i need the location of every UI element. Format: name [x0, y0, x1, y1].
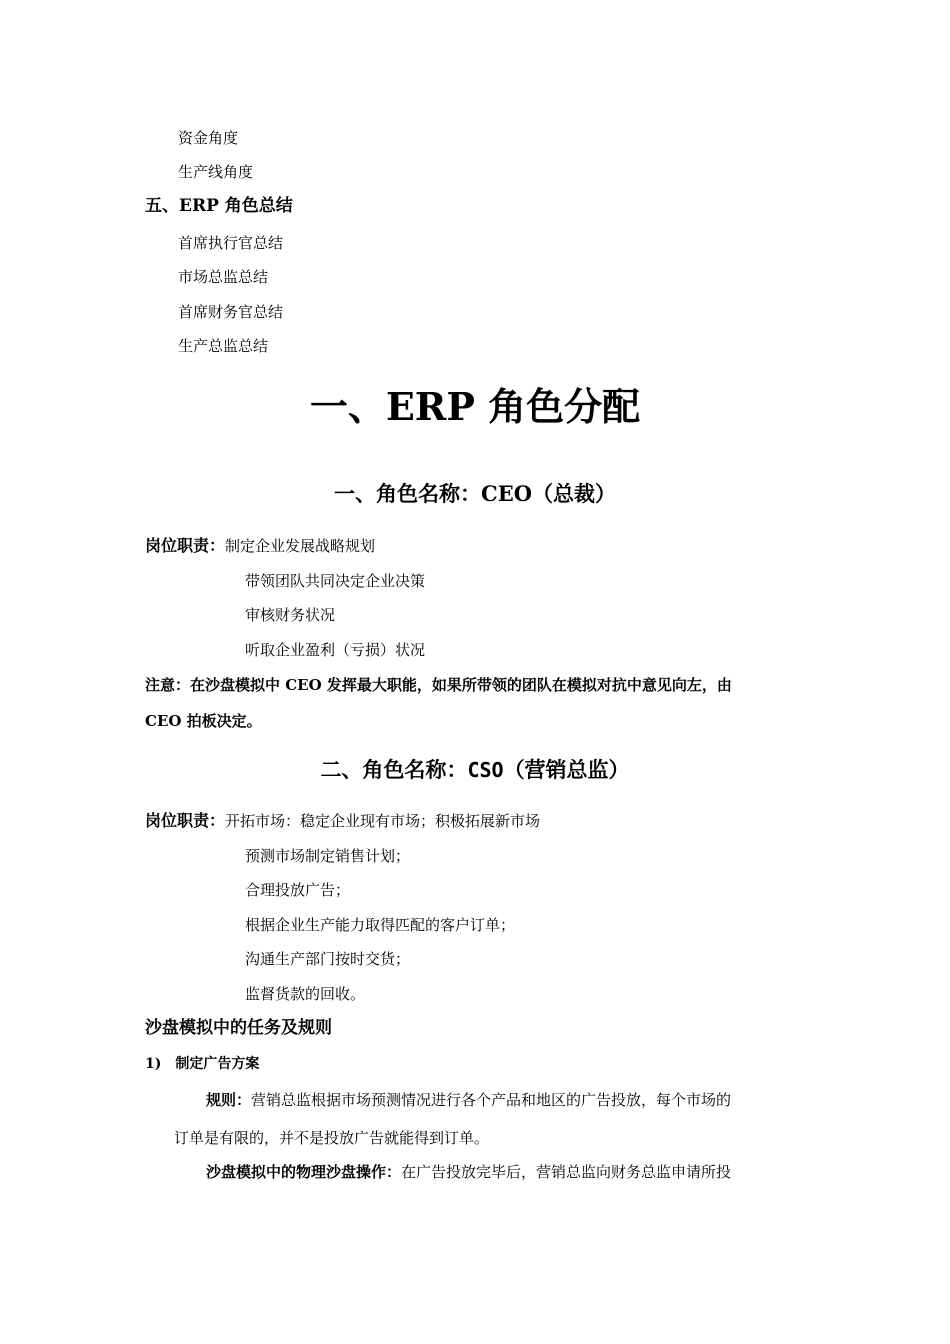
role2-duty-label: 岗位职责：: [145, 811, 226, 830]
role1-duty-2: 带领团队共同决定企业决策: [245, 572, 426, 590]
toc-item-funds-angle: 资金角度: [178, 129, 239, 147]
role2-duty-3: 合理投放广告；: [245, 881, 351, 899]
role1-heading-suffix: （总裁）: [532, 481, 616, 506]
role2-op-line: [206, 1162, 731, 1182]
role2-op-text: 在广告投放完毕后，营销总监向财务总监申请所投: [401, 1163, 732, 1181]
role1-duty-3: 审核财务状况: [245, 606, 336, 624]
role2-rule-text1: 营销总监根据市场预测情况进行各个产品和地区的广告投放，每个市场的: [251, 1091, 732, 1109]
role2-duty-6: 监督货款的回收。: [245, 985, 366, 1003]
role1-duty-1: 制定企业发展战略规划: [225, 537, 376, 555]
toc-item-ceo-summary: 首席执行官总结: [178, 234, 284, 252]
role2-heading-suffix: （营销总监）: [503, 757, 630, 782]
role1-duty-label: 岗位职责：: [145, 536, 226, 555]
role1-heading: [0, 480, 950, 508]
role1-heading-prefix: 一、角色名称：: [333, 481, 481, 506]
role2-duty-2: 预测市场制定销售计划；: [245, 847, 411, 865]
role1-note-line1: 注意：在沙盘模拟中 CEO 发挥最大职能，如果所带领的团队在模拟对抗中意见向左，由: [145, 676, 732, 694]
role1-duty-4: 听取企业盈利（亏损）状况: [245, 641, 426, 659]
role2-rule-line2: 订单是有限的，并不是投放广告就能得到订单。: [174, 1129, 490, 1147]
role2-rule-label: 规则：: [206, 1091, 252, 1109]
chapter-title: 一、ERP 角色分配: [309, 384, 641, 429]
toc-item-cmo-summary: 市场总监总结: [178, 268, 269, 286]
toc-section5-title: 五、ERP 角色总结: [145, 196, 293, 216]
role2-duty-1: 开拓市场：稳定企业现有市场；积极拓展新市场: [225, 812, 541, 830]
role2-heading-code: CSO: [467, 758, 504, 782]
role2-task1-title: 制定广告方案: [175, 1056, 260, 1072]
role2-task1: [145, 1054, 259, 1074]
role2-op-label: 沙盘模拟中的物理沙盘操作：: [206, 1163, 402, 1181]
role2-duty-5: 沟通生产部门按时交货；: [245, 950, 411, 968]
role2-task1-number: 1): [145, 1056, 162, 1072]
toc-item-cfo-summary: 首席财务官总结: [178, 303, 284, 321]
role1-note-line2: CEO 拍板决定。: [145, 712, 262, 730]
role2-heading: [0, 756, 950, 784]
role2-duty-4: 根据企业生产能力取得匹配的客户订单；: [245, 916, 516, 934]
role2-heading-prefix: 二、角色名称：: [320, 757, 468, 782]
role2-rule-line1: [206, 1090, 731, 1110]
toc-item-production-summary: 生产总监总结: [178, 337, 269, 355]
role1-duty-row-1: [145, 536, 375, 556]
role1-heading-code: CEO: [480, 481, 532, 506]
role2-tasks-title: 沙盘模拟中的任务及规则: [145, 1018, 332, 1038]
role2-duty-row-1: [145, 811, 540, 831]
toc-item-production-line-angle: 生产线角度: [178, 163, 254, 181]
